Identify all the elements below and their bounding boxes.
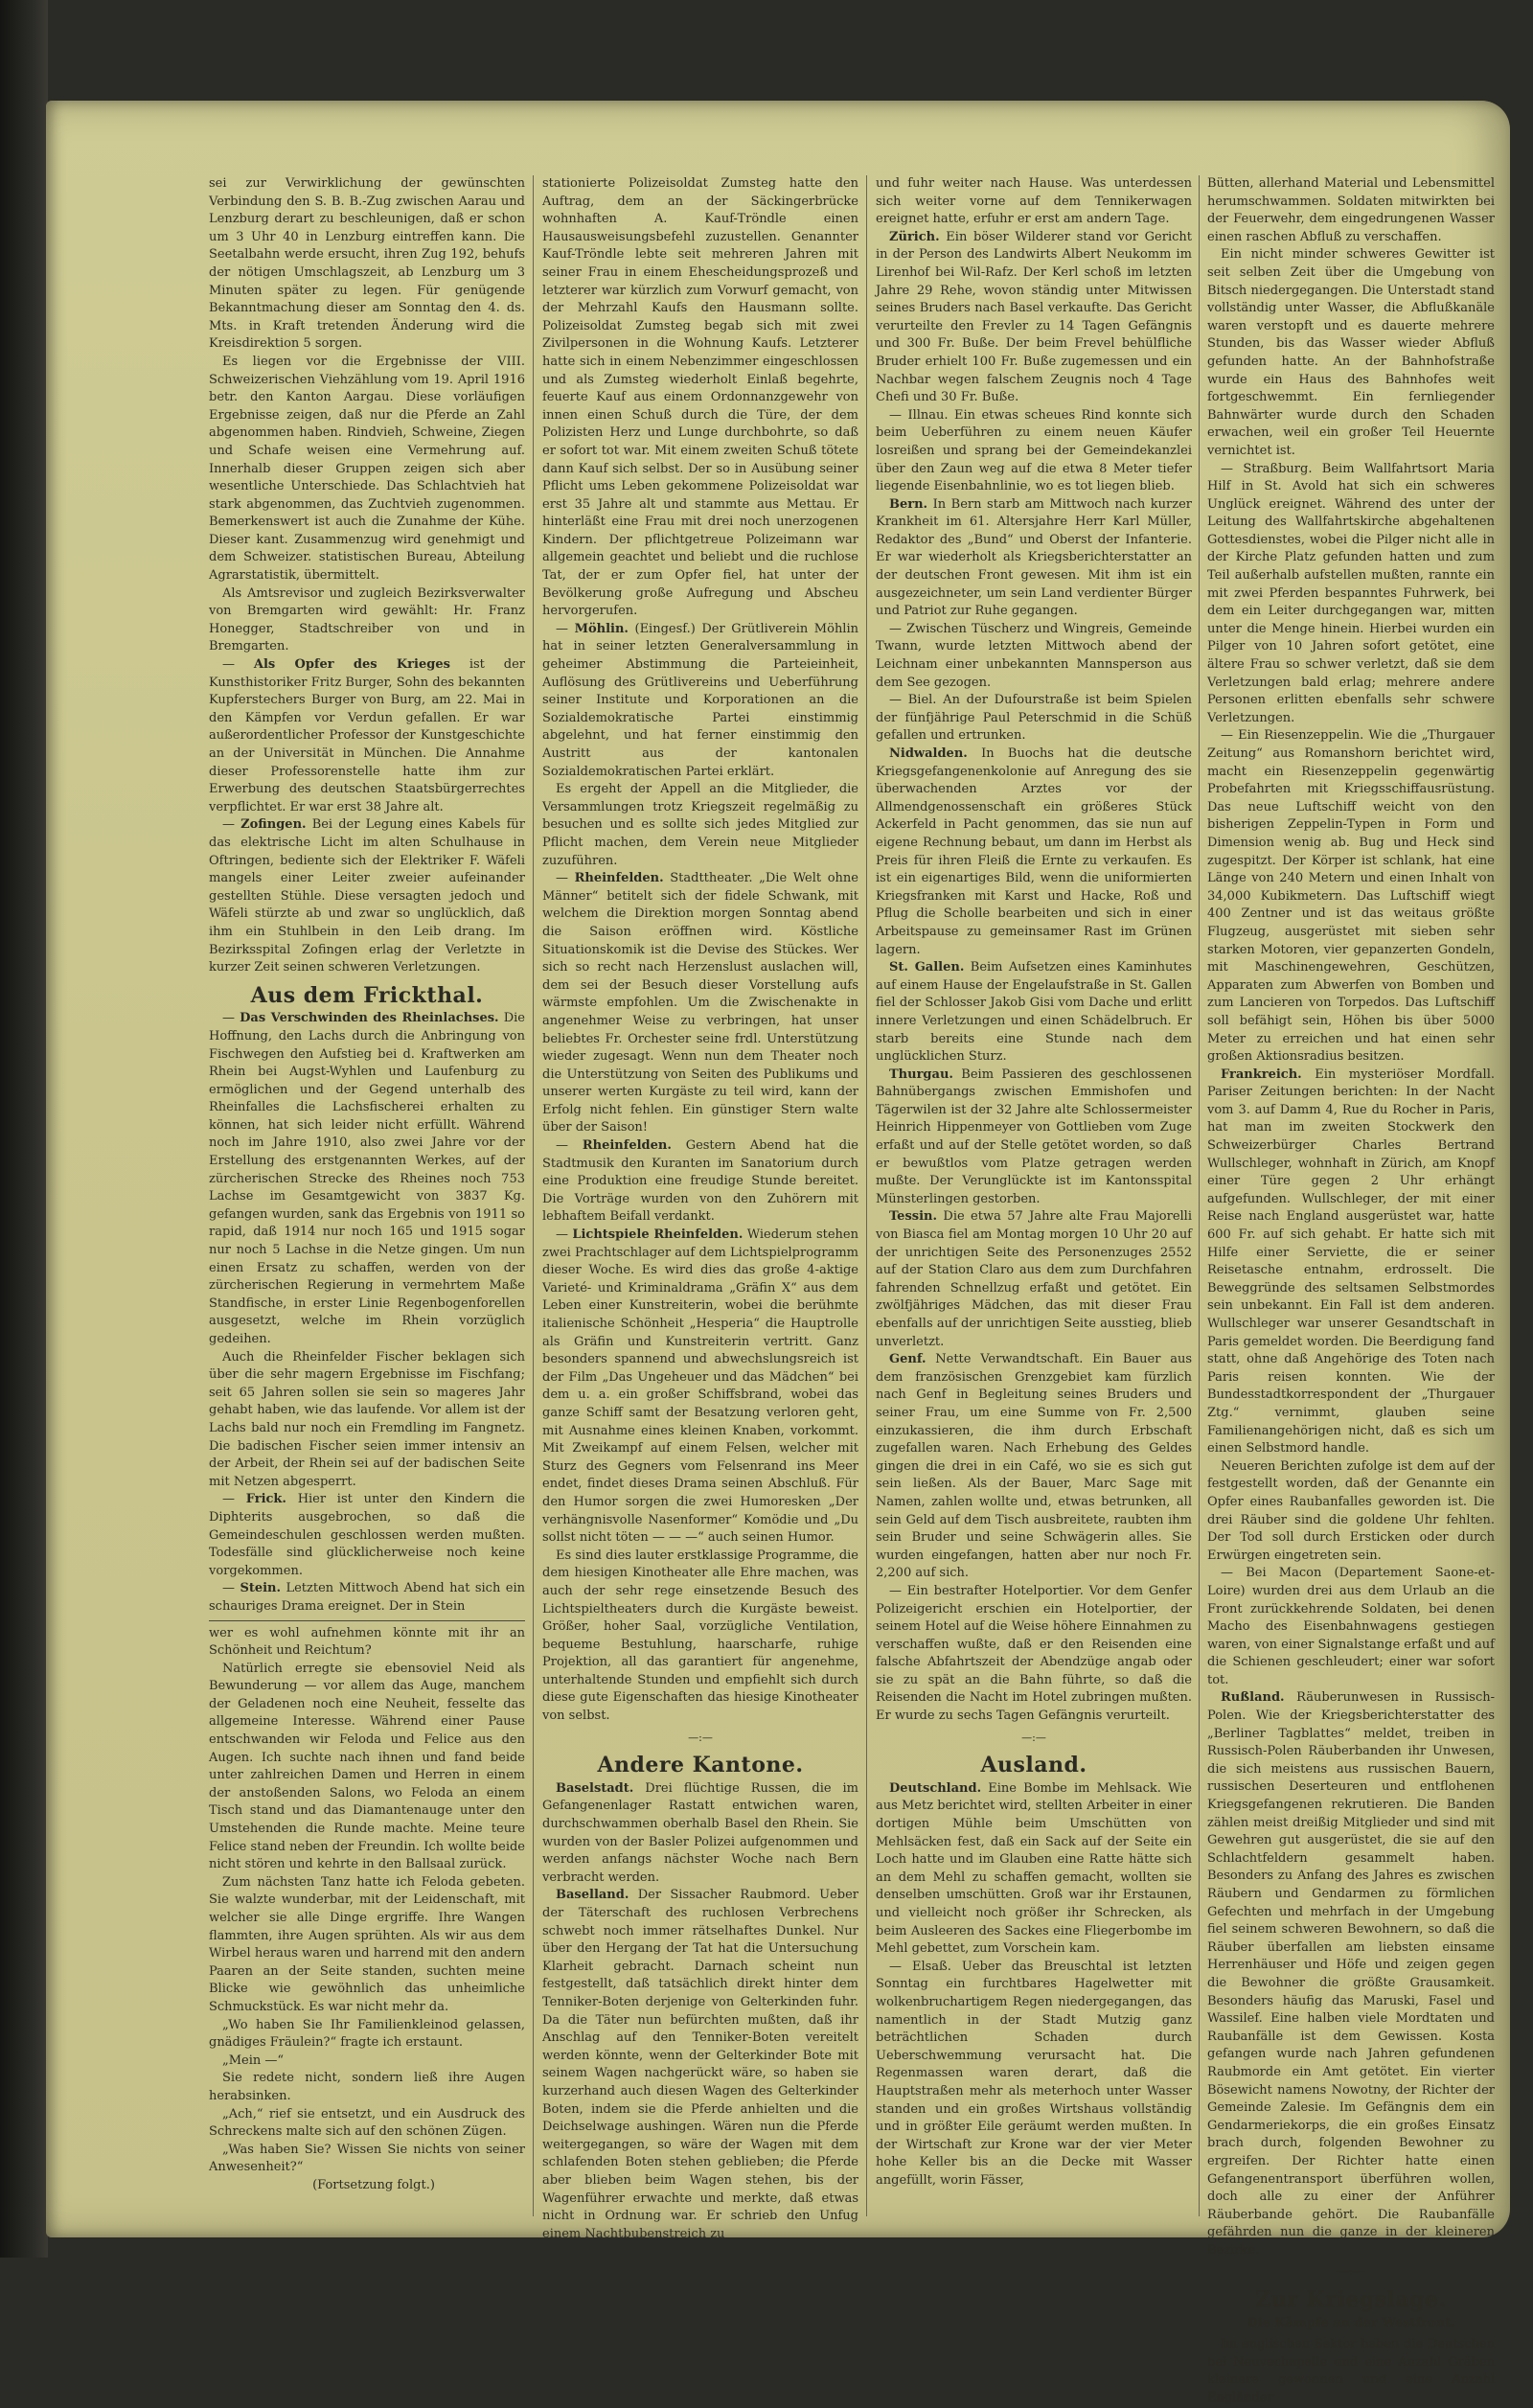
column-1 bbox=[209, 175, 525, 2226]
article-text: Beim Passieren des geschlossenen Bahnübergangs zwischen Emmishofen und Tägerwilen ist der 32 Jahre alte Schlossermeister Heinrich Hippenmeyer von Gottlieben vom Zuge erfaßt und auf der Stelle getötet worden, so daß er bewußtlos vom Platze getragen werden mußte. Der Verunglückte ist im Kantonsspital Münsterlingen gestorben. bbox=[876, 1066, 1192, 1206]
article-keyword: Baselland. bbox=[556, 1888, 629, 1903]
article-text: (Eingesf.) Der Grütliverein Möhlin hat in seiner letzten Generalversammlung in geheimer Abstimmung die Parteieinheit, Auflösung des Grütlivereins und Ueberführung seiner Institute und Korporationen an die Sozialdemokratische Partei einstimmig abgelehnt, und hat ferner einstimmig den Austritt aus der kantonalen Sozialdemokratischen Partei erklärt. bbox=[542, 621, 858, 779]
article-keyword: Nidwalden. bbox=[889, 746, 968, 761]
article-text: Wiederum stehen zwei Prachtschlager auf dem Lichtspielprogramm dieser Woche. Es wird dies das große 4-aktige Varieté- und Kriminaldrama „Gräfin X“ aus dem Leben einer Kunstreiterin, wobei die berühmte italienische Schönheit „Hesperia“ die Hauptrolle als Gräfin und Kunstreiterin vertritt. Ganz besonders spannend und abwechslungsreich ist der Film „Das Ungeheuer und das Mädchen“ bei dem u. a. ein großer Schiffsbrand, wobei das ganze Schiff samt der Besatzung verloren geht, mit Ausnahme eines kleinen Knaben, vorkommt. Mit Zweikampf auf einem Felsen, welcher mit Sturz des Gegners vom Felsenrand ins Meer endet, findet dieses Drama seinen Abschluß. Für den Humor sorgen die zwei Humoresken „Der verhängnisvolle Nasenformer“ Komödie und „Du sollst nicht töten — — —“ auch seinen Humor. bbox=[542, 1227, 858, 1546]
column-4 bbox=[1207, 175, 1495, 2406]
article-paragraph bbox=[542, 1887, 858, 2243]
article-keyword: Frick. bbox=[245, 1492, 286, 1507]
article-text: Bei der Legung eines Kabels für das elektrische Licht im alten Schulhause in Oftringen, bediente sich der Elektriker F. Wäfeli mangels einer Leiter zweier aufeinander gestellten Stühle. Diese versagten jedoch und Wäfeli stürzte ab und zwar so unglücklich, daß ihm ein Stuhlbein in den Leib drang. Im Bezirksspital Zofingen erlag der Verletzte in kurzer Zeit seinen schweren Verletzungen. bbox=[209, 817, 525, 975]
article-paragraph bbox=[876, 1780, 1192, 1959]
article-text: stationierte Polizeisoldat Zumsteg hatte den Auftrag, dem an der Säckingerbrücke wohnhaften A. Kauf-Tröndle einen Hausausweisungsbefehl zuzustellen. Genannter Kauf-Tröndle lebte seit mehreren Jahren mit seiner Frau in einem Ehescheidungsprozeß und letzterer war kürzlich zum Vorwurf gemacht, von der Mehrzahl Kaufs den Hausmann sollte. Polizeisoldat Zumsteg begab sich mit zwei Zivilpersonen in die Wohnung Kaufs. Letzterer hatte sich in einem Nebenzimmer eingeschlossen und als Zumsteg wiederholt Einlaß begehrte, feuerte Kauf aus einem Ordonnanzgewehr von innen einen Schuß durch die Türe, der dem Polizisten Herz und Lunge durchbohrte, so daß er sofort tot war. Mit einem zweiten Schuß tötete dann Kauf sich selbst. Der so in Ausübung seiner Pflicht ums Leben gekommene Polizeisoldat war erst 35 Jahre alt und stammte aus Mettau. Er hinterläßt eine Frau mit drei noch unerzogenen Kindern. Der pflichtgetreue Polizeimann war allgemein geachtet und beliebt und die ruchlose Tat, der er zum Opfer fiel, hat unter der Bevölkerung große Aufregung und Abscheu hervorgerufen. bbox=[542, 176, 858, 619]
feuilleton-text: „Ach,“ rief sie entsetzt, und ein Ausdruck des Schreckens malte sich auf den schönen Zügen. bbox=[209, 2106, 525, 2140]
feuilleton-continued: (Fortsetzung folgt.) bbox=[312, 2177, 435, 2192]
article-text: — Elsaß. Ueber das Breuschtal ist letzten Sonntag ein furchtbares Hagelwetter mit wolkenbruchartigem Regen niedergegangen, das namentlich in der Stadt Mutzig ganz beträchtlichen Schaden durch Ueberschwemmung verursacht hat. Die Regenmassen waren derart, daß die Hauptstraßen mehr als meterhoch unter Wasser standen und ein großes Wirtshaus vollständig und in größter Eile geräumt werden mußten. In der Wirtschaft zur Krone war der vier Meter hohe Keller bis an die Decke mit Wasser angefüllt, worin Fässer, bbox=[876, 1959, 1192, 2188]
article-paragraph bbox=[1207, 1689, 1495, 2259]
article-paragraph: — Frick. Hier ist unter den Kindern die Diphterits ausgebrochen, so daß die Gemeindeschulen geschlossen werden mußten. Todesfälle sind glücklicherweise noch keine vorgekommen. bbox=[209, 1492, 525, 1578]
article-text: Es liegen vor die Ergebnisse der VIII. Schweizerischen Viehzählung vom 19. April 1916 betr. den Kanton Aargau. Diese vorläufigen Ergebnisse zeigen, daß nur die Pferde an Zahl abgenommen haben. Rindvieh, Schweine, Ziegen und Schafe weisen eine Vermehrung auf. Innerhalb dieser Gruppen zeigen sich aber wesentliche Unterschiede. Das Schlachtvieh hat stark abgenommen, das Zuchtvieh zugenommen. Bemerkenswert ist auch die Zunahme der Kühe. Dieser kant. Zusammenzug wird genehmigt und dem Schweizer. statistischen Bureau, Abteilung Agrarstatistik, übermittelt. bbox=[209, 354, 525, 584]
article-keyword: Rußland. bbox=[1221, 1690, 1285, 1706]
article-keyword: Lichtspiele Rheinfelden. bbox=[572, 1227, 744, 1243]
article-text: Stadttheater. „Die Welt ohne Männer“ betitelt sich der fidele Schwank, mit welchem die Direktion morgen Sonntag abend die Saison eröffnen wird. Köstliche Situationskomik ist die Devise des Stückes. Wer sich so recht nach Herzenslust auslachen will, dem sei der Besuch dieser Vorstellung aufs wärmste empfohlen. Um die Zwischenakte in angenehmer Weise zu verbringen, hat unser beliebtes Fr. Orchester seine frdl. Unterstützung wieder zugesagt. Wenn nun dem Theater noch die Unterstützung von Seiten des Publikums und unserer werten Kurgäste zu teil wird, kann der Erfolg nicht fehlen. Ein günstiger Stern walte über der Saison! bbox=[542, 871, 858, 1135]
feuilleton-text: Zum nächsten Tanz hatte ich Feloda gebeten. Sie walzte wunderbar, mit der Leidenschaft, mit welcher sie alle Dinge ergriffe. Ihre Wangen flammten, ihre Augen sprühten. Als wir aus dem Wirbel heraus waren und harrend mit den andern Paaren an der Seite standen, suchten meine Blicke wie gewöhnlich das unheimliche Schmuckstück. Es war nicht mehr da. bbox=[209, 1874, 525, 2014]
newspaper-page bbox=[46, 101, 1510, 2406]
book-binding bbox=[0, 0, 48, 2258]
article-text: Ein böser Wilderer stand vor Gericht in der Person des Landwirts Albert Neukomm im Lirenhof bei Wil-Rafz. Der Kerl schoß im letzten Jahre 29 Rehe, wovon ständig unter Mitwissen seines Bruders nach Basel verkaufte. Das Gericht verurteilte den Frevler zu 14 Tagen Gefängnis und 300 Fr. Buße. Der beim Frevel behülfliche Bruder erhielt 100 Fr. Buße zugemessen und ein Nachbar wegen falschem Zeugnis noch 4 Tage Chefi und 30 Fr. Buße. bbox=[876, 229, 1192, 405]
article-text: Räuberunwesen in Russisch-Polen. Wie der Kriegsberichterstatter des „Berliner Tagblattes“ meldet, treiben in Russisch-Polen Räuberbanden ihr Unwesen, die sich meistens aus russischen Bauern, russischen Deserteuren und entflohenen Kriegsgefangenen rekrutieren. Die Banden zählen meist dreißig Mitglieder und sind mit Gewehren gut ausgerüstet, die sie auf den Schlachtfeldern gesammelt haben. Besonders zu Anfang des Jahres es zwischen Räubern und Gendarmen zu förmlichen Gefechten und mehrfach in der Umgebung fiel seinem schweren Bewohnern, so daß die Räuber überfallen am liebsten einsame Herrenhäuser und Höfe und zeigen gegen die Bewohner die größte Grausamkeit. Besonders häufig das Maruski, Fasel und Wassilef. Eine halben viele Mordtaten und Raubanfälle ist dem Gewissen. Kosta gefangen wurde nach Jahren gefundenen Raubmorde ein Amt getötet. Ein vierter Bösewicht namens Nowotny, der Richter der Gemeinde Zalesie. Im Gefängnis dem ein Gendarmeriekorps, die ein großes Einsatz brach durch, folgenden Bewohner zu ergreifen. Der Richter hatte einen Gefangenentransport überführen wollen, doch alle zu einer der Anführer Räuberbande gehört. Die Raubanfälle gefährden nun die ganze in der kleineren Bezirke. bbox=[1207, 1690, 1495, 2258]
article-text: Es sind dies lauter erstklassige Programme, die dem hiesigen Kinotheater alle Ehre machen, was auch der sehr rege einsetzende Besuch des Lichtspieltheaters durch die Kurgäste beweist. Größer, hoher Saal, vorzügliche Ventilation, bequeme Bestuhlung, haarscharfe, ruhige Projektion, all das garantiert für angenehme, unterhaltende Stunden und empfiehlt sich durch diese gute Eigenschaften das hiesige Kinotheater von selbst. bbox=[542, 1548, 858, 1724]
section-heading: Ausland. bbox=[980, 1753, 1087, 1778]
feuilleton-text: „Wo haben Sie Ihr Familienkleinod gelassen, gnädiges Fräulein?“ fragte ich erstaunt. bbox=[209, 2017, 525, 2051]
article-keyword: Möhlin. bbox=[574, 621, 629, 636]
article-text: Nette Verwandtschaft. Ein Bauer aus dem französischen Grenzgebiet kam fürzlich nach Genf in Begleitung seines Bruders und seiner Frau, um eine Summe von Fr. 2,500 einzukassieren, die ihm durch Erbschaft zugefallen waren. Nach Erhebung des Geldes gingen die drei in ein Café, wo sie es sich gut sein ließen. Als der Bauer, Marc Sage mit Namen, zahlen wollte und, etwas betrunken, all sein Geld auf dem Tisch ausbreitete, raubten ihm sein Bruder und seine Schwägerin alles. Sie wurden eingefangen, hatten aber nur noch Fr. 2,200 auf sich. bbox=[876, 1352, 1193, 1581]
feuilleton-text: „Mein —“ bbox=[222, 2053, 285, 2068]
article-paragraph: — Möhlin. (Eingesf.) Der Grütliverein Möhlin hat in seiner letzten Generalversammlung in geheimer Abstimmung die Parteieinheit, Auflösung des Grütlivereins und Ueberführung seiner Institute und Korporationen an die Sozialdemokratische Partei einstimmig abgelehnt, und hat ferner einstimmig den Austritt aus der kantonalen Sozialdemokratischen Partei erklärt. bbox=[542, 621, 858, 779]
article-text: — Illnau. Ein etwas scheues Rind konnte sich beim Ueberführen zu einem neuen Käufer losreißen und sprang bei der Gemeindekanzlei über den Zaun weg auf die etwa 8 Meter tiefer liegende Eisenbahnlinie, wo es tot liegen blieb. bbox=[876, 407, 1192, 494]
separator: —:— bbox=[1339, 2265, 1363, 2279]
article-paragraph bbox=[876, 1208, 1192, 1351]
article-paragraph bbox=[1207, 1066, 1495, 1458]
article-keyword: Rheinfelden. bbox=[582, 1138, 672, 1154]
article-text: Neueren Berichten zufolge ist dem auf der festgestellt worden, daß der Genannte ein Opfer eines Raubanfalles geworden ist. Die drei Räuber sind die goldene Uhr fehlten. Der Tod soll durch Ersticken oder durch Erwürgen eingetreten sein. bbox=[1207, 1458, 1495, 1563]
column-3 bbox=[876, 175, 1192, 2226]
article-keyword: Genf. bbox=[889, 1352, 927, 1367]
feuilleton-text: wer es wohl aufnehmen könnte mit ihr an Schönheit und Reichtum? bbox=[209, 1625, 525, 1659]
section-heading: Andere Kantone. bbox=[597, 1753, 804, 1778]
article-text: Drei flüchtige Russen, die im Gefangenenlager Rastatt entwichen waren, durchschwammen oberhalb Basel den Rhein. Sie wurden von der Basler Polizei aufgenommen und werden anfangs nächster Woche nach Bern verbracht werden. bbox=[542, 1780, 858, 1885]
article-paragraph bbox=[876, 959, 1192, 1066]
section-subheading: Die Kämpfe an der Westfront. bbox=[1247, 2315, 1455, 2330]
article-text: — Straßburg. Beim Wallfahrtsort Maria Hilf in St. Avold hat sich ein schweres Unglück ereignet. Während des unter der Leitung des Wallfahrtskirche abgehaltenen Gottesdienstes, wobei die Pilger nicht alle in der Kirche Platz gefunden hatten und zum Teil außerhalb aufstellen mußten, rannte ein mit zwei Pferden bespanntes Fuhrwerk, bei dem ein Leiter durchgegangen war, mitten unter die Menge hinein. Hierbei wurden ein Pilger von 10 Jahren sofort getötet, eine ältere Frau so schwer verletzt, daß sie dem Verletzungen bald erlag; mehrere andere Personen erlitten ebenfalls sehr schwere Verletzungen. bbox=[1207, 461, 1495, 725]
article-keyword: St. Gallen. bbox=[889, 960, 965, 975]
article-text: sei zur Verwirklichung der gewünschten Verbindung den S. B. B.-Zug zwischen Aarau und Lenzburg derart zu beschleunigen, daß er schon um 3 Uhr 40 in Lenzburg eintreffen kann. Die Seetalbahn werde ersucht, ihren Zug 192, behufs der nötigen Umschlagszeit, ab Lenzburg um 3 Minuten später zu legen. Für genügende Bekanntmachung dieser am Sonntag den 4. ds. Mts. in Kraft tretenden Änderung wird die Kreisdirektion 5 sorgen. bbox=[209, 176, 525, 352]
article-paragraph bbox=[876, 496, 1192, 621]
article-text: Gestern Abend hat die Stadtmusik den Kuranten im Sanatorium durch eine Produktion eine freudige Stunde bereitet. Die Vorträge wurden von den Zuhörern mit lebhaftem Beifall verdankt. bbox=[542, 1138, 858, 1225]
article-paragraph: — Zofingen. Bei der Legung eines Kabels für das elektrische Licht im alten Schulhause in Oftringen, bediente sich der Elektriker F. Wäfeli mangels einer Leiter zweier aufeinander gestellten Stühle. Diese versagten jedoch und Wäfeli stürzte ab und zwar so unglücklich, daß ihm ein Stuhlbein in den Leib drang. Im Bezirksspital Zofingen erlag der Verletzte in kurzer Zeit seinen schweren Verletzungen. bbox=[209, 817, 525, 975]
section-heading: Aus dem Frickthal. bbox=[250, 982, 484, 1008]
article-keyword: Frankreich. bbox=[1221, 1066, 1302, 1082]
article-text: In Buochs hat die deutsche Kriegsgefangenenkolonie auf Anregung des sie überwachenden Arztes vor der Allmendgenossenschaft ein größeres Stück Ackerfeld in Pacht genommen, das sie nun auf eigene Rechnung bebaut, um dann im Herbst als Preis für ihren Fleiß die Ernte zu verkaufen. Es ist ein eigenartiges Bild, wenn die uniformierten Kriegsfranken mit Karst und Hacke, Roß und Pflug die Scholle bearbeiten und sich in einer Arbeitspause zu gemeinsamer Rast im Grünen lagern. bbox=[876, 746, 1192, 957]
article-text: Eine Bombe im Mehlsack. Wie aus Metz berichtet wird, stellten Arbeiter in einer dortigen Mühle beim Umschütten von Mehlsäcken fest, daß ein Sack auf der Seite ein Loch hatte und im Glauben eine Ratte hätte sich an dem Mehl zu schaffen gemacht, wollten sie denselben umschütten. Groß war ihr Erstaunen, und vielleicht noch größer ihr Schrecken, als beim Ausleeren des Sackes eine Fliegerbombe im Mehl gebettet, zum Vorschein kam. bbox=[876, 1780, 1192, 1957]
article-paragraph: — Das Verschwinden des Rheinlachses. Die Hoffnung, den Lachs durch die Anbringung von Fischwegen den Aufstieg bei d. Kraftwerken am Rhein bei Augst-Wyhlen und Laufenburg zu ermöglichen und der Gegend unterhalb des Rheinfalles die Lachsfischerei erhalten zu können, hat sich leider nicht erfüllt. Während noch im Jahre 1910, also zwei Jahre vor der Erstellung des erstgenannten Werkes, auf der zürcherischen Strecke des Rheines noch 753 Lachse im Gesamtgewicht von 3837 Kg. gefangen wurden, sank das Ergebnis von 1911 so rapid, daß 1914 nur noch 165 und 1915 sogar nur noch 5 Lachse in die Netze gingen. Um nun einen Ersatz zu schaffen, werden von der zürcherischen Regierung in vermehrtem Maße Standfische, in erster Linie Regenbogenforellen ausgesetzt, welche im Rhein vorzüglich gedeihen. bbox=[209, 1011, 525, 1346]
article-paragraph bbox=[876, 1066, 1192, 1209]
article-text: Ein mysteriöser Mordfall. Pariser Zeitungen berichten: In der Nacht vom 3. auf Damm 4, Rue du Rocher in Paris, hat man im zweiten Stockwerk den Schweizerbürger Charles Bertrand Wullschleger, wohnhaft in Zürich, am Knopf einer Türe gegen 2 Uhr erhängt aufgefunden. Wullschleger, der mit einer Reise nach England ausgerüstet war, hatte 600 Fr. auf sich gehabt. Er hatte sich mit Hilfe einer Serviette, die er seiner Reisetasche entnahm, erdrosselt. Die Beweggründe des seltsamen Selbstmordes sein unbekannt. Ein Fall ist dem anderen. Wullschleger war unserer Gesandtschaft in Paris gemeldet worden. Die Beerdigung fand statt, ohne daß Angehörige des Toten nach Paris reisen konnten. Wie der Bundesstadtkorrespondent der „Thurgauer Ztg.“ vernimmt, glauben seine Familienangehörigen nicht, daß es sich um einen Selbstmord handle. bbox=[1207, 1066, 1495, 1456]
article-keyword: Zürich. bbox=[889, 229, 940, 244]
article-text: — Ein Riesenzeppelin. Wie die „Thurgauer Zeitung“ aus Romanshorn berichtet wird, macht ein Riesenzeppelin gegenwärtig Probefahrten mit Kriegsschiffausrüstung. Das neue Luftschiff weicht von den bisherigen Zeppelin-Typen in Form und Dimension wenig ab. Bug und Heck sind zugespitzt. Der Körper ist schlank, hat eine Länge von 240 Metern und einen Inhalt von 34,000 Kubikmetern. Das Luftschiff wiegt 400 Zentner und ist das weitaus größte Flugzeug, ausgerüstet mit sieben sehr starken Motoren, vier gepanzerten Gondeln, mit Maschinengewehren, Geschützen, Apparaten zum Abwerfen von Bomben und zum Lancieren von Torpedos. Das Luftschiff soll befähigt sein, Höhen bis über 5000 Meter zu erreichen und hat einen sehr großen Aktionsradius besitzen. bbox=[1207, 728, 1495, 1065]
article-paragraph bbox=[876, 745, 1192, 959]
article-keyword: Stein. bbox=[240, 1581, 282, 1596]
article-paragraph: — Stein. Letzten Mittwoch Abend hat sich ein schauriges Drama ereignet. Der in Stein bbox=[209, 1581, 525, 1614]
article-text: — Ein bestrafter Hotelportier. Vor dem Genfer Polizeigericht erschien ein Hotelportier, der seinem Hotel auf die Weise höhere Einnahmen zu verschaffen wußte, daß er den Reisenden eine falsche Abfahrtszeit der Abendzüge angab oder sie zu spät an die Bahn führte, so daß die Reisenden die Nacht im Hotel zubringen mußten. Er wurde zu sechs Tagen Gefängnis verurteilt. bbox=[876, 1583, 1192, 1724]
article-keyword: Thurgau. bbox=[889, 1066, 953, 1082]
article-text: Auch die Rheinfelder Fischer beklagen sich über die sehr magern Ergebnisse im Fischfang; seit 65 Jahren sollen sie sein so mageres Jahr gehabt haben, wie das laufende. Vor allem ist der Lachs bald nur noch ein Fremdling im Fangnetz. Die badischen Fischer seien immer intensiv an der Arbeit, der Rhein sei auf der badischen Seite mit Netzen abgesperrt. bbox=[209, 1349, 525, 1489]
article-paragraph: — Rheinfelden. Gestern Abend hat die Stadtmusik den Kuranten im Sanatorium durch eine Produktion eine freudige Stunde bereitet. Die Vorträge wurden von den Zuhörern mit lebhaftem Beifall verdankt. bbox=[542, 1138, 858, 1225]
article-keyword: Bern. bbox=[889, 496, 928, 512]
article-keyword: Tessin. bbox=[889, 1209, 938, 1225]
article-text: — Bei Macon (Departement Saone-et-Loire) wurden drei aus dem Urlaub an die Front zurückkehrende Soldaten, bei denen Macho des Eisenbahnwagens gestiegen waren, von einer Signalstange erfaßt und auf die Schienen geschleudert; einer war sofort tot. bbox=[1207, 1566, 1495, 1687]
feuilleton-text: „Was haben Sie? Wissen Sie nichts von seiner Anwesenheit?“ bbox=[209, 2142, 525, 2175]
article-keyword: Das Verschwinden des Rheinlachses. bbox=[240, 1011, 499, 1026]
article-paragraph bbox=[876, 229, 1192, 407]
article-text: In Bern starb am Mittwoch nach kurzer Krankheit im 61. Altersjahre Herr Karl Müller, Redaktor des „Bund“ und Oberst der Infanterie. Er war wiederholt als Kriegsberichterstatter an der deutschen Front gewesen. Mit ihm ist ein ausgezeichneter, um sein Land verdienter Bürger und Patriot zur Ruhe gegangen. bbox=[876, 496, 1192, 619]
separator: —:— bbox=[688, 1731, 713, 1744]
feuilleton-divider bbox=[209, 1620, 525, 1621]
article-text: und fuhr weiter nach Hause. Was unterdessen sich weiter vorne auf dem Tennikerwagen ereignet hatte, erfuhr er erst am andern Tage. bbox=[876, 176, 1192, 227]
column-rule bbox=[533, 175, 534, 2216]
article-text: Es ergeht der Appell an die Mitglieder, die Versammlungen trotz Kriegszeit regelmäßig zu besuchen und es sollte sich jedes Mitglied zur Pflicht machen, dem Verein neue Mitglieder zuzuführen. bbox=[542, 782, 858, 868]
article-text: — Biel. An der Dufourstraße ist beim Spielen der fünfjährige Paul Peterschmid in die Schüß gefallen und ertrunken. bbox=[876, 693, 1192, 744]
article-paragraph: — Rheinfelden. Stadttheater. „Die Welt ohne Männer“ betitelt sich der fidele Schwank, mit welchem die Direktion morgen Sonntag abend die Saison eröffnen wird. Köstliche Situationskomik ist die Devise des Stückes. Wer sich so recht nach Herzenslust auslachen will, dem sei der Besuch dieser Vorstellung aufs wärmste empfohlen. Um die Zwischenakte in angenehmer Weise zu verbringen, hat unser beliebtes Fr. Orchester seine frdl. Unterstützung wieder zugesagt. Wenn nun dem Theater noch die Unterstützung von Seiten des Publikums und unserer werten Kurgäste zu teil wird, kann der Erfolg nicht fehlen. Ein günstiger Stern walte über der Saison! bbox=[542, 871, 858, 1135]
article-text: Die etwa 57 Jahre alte Frau Majorelli von Biasca fiel am Montag morgen 10 Uhr 20 auf der unrichtigen Seite des Personenzuges 2552 auf der Station Claro aus dem zum Durchfahren fahrenden Schnellzug erfaßt und getötet. Ein zwölfjähriges Mädchen, das mit dieser Frau ebenfalls auf der unrichtigen Seite ausstieg, blieb unverletzt. bbox=[876, 1209, 1192, 1349]
article-keyword: Rheinfelden. bbox=[574, 871, 664, 886]
article-text: Die Hoffnung, den Lachs durch die Anbringung von Fischwegen den Aufstieg bei d. Kraftwerken am Rhein bei Augst-Wyhlen und Laufenburg zu ermöglichen und der Gegend unterhalb des Rheinfalles die Lachsfischerei erhalten zu können, hat sich leider nicht erfüllt. Während noch im Jahre 1910, also zwei Jahre vor der Erstellung des erstgenannten Werkes, auf der zürcherischen Strecke des Rheines noch 753 Lachse im Gesamtgewicht von 3837 Kg. gefangen wurden, sank das Ergebnis von 1911 so rapid, daß 1914 nur noch 165 und 1915 sogar nur noch 5 Lachse in die Netze gingen. Um nun einen Ersatz zu schaffen, werden von der zürcherischen Regierung in vermehrtem Maße Standfische, in erster Linie Regenbogenforellen ausgesetzt, welche im Rhein vorzüglich gedeihen. bbox=[209, 1011, 525, 1346]
column-rule bbox=[866, 175, 867, 2216]
section-heading: Zur Kriegslage. bbox=[1255, 2287, 1447, 2313]
article-text: Bütten, allerhand Material und Lebensmittel herumschwammen. Soldaten mitwirkten bei der Feuerwehr, dem eingedrungenen Wasser einen raschen Abfluß zu verschaffen. bbox=[1207, 176, 1495, 244]
article-text: Als Amtsrevisor und zugleich Bezirksverwalter von Bremgarten wird gewählt: Hr. Franz Honegger, Stadtschreiber von und in Bremgarten. bbox=[209, 585, 525, 654]
article-text: Hier ist unter den Kindern die Diphterits ausgebrochen, so daß die Gemeindeschulen geschlossen werden mußten. Todesfälle sind glücklicherweise noch keine vorgekommen. bbox=[209, 1492, 525, 1578]
feuilleton-text: Sie redete nicht, sondern ließ ihre Augen herabsinken. bbox=[209, 2071, 525, 2103]
article-paragraph bbox=[876, 1351, 1192, 1583]
article-paragraph: — Als Opfer des Krieges ist der Kunsthistoriker Fritz Burger, Sohn des bekannten Kupferstechers Burger von Burg, am 22. Mai in den Kämpfen vor Verdun gefallen. Er war außerordentlicher Professor der Kunstgeschichte an der Universität in München. Die Annahme dieser Professorenstelle hatte ihm zur Erwerbung des deutschen Staatsbürgerrechtes verpflichtet. Er war erst 38 Jahre alt. bbox=[209, 657, 525, 814]
article-keyword: Zofingen. bbox=[240, 817, 307, 833]
article-keyword: Als Opfer des Krieges bbox=[253, 657, 450, 673]
column-rule bbox=[1199, 175, 1200, 2216]
article-text: ist der Kunsthistoriker Fritz Burger, Sohn des bekannten Kupferstechers Burger von Burg, am 22. Mai in den Kämpfen vor Verdun gefallen. Er war außerordentlicher Professor der Kunstgeschichte an der Universität in München. Die Annahme dieser Professorenstelle hatte ihm zur Erwerbung des deutschen Staatsbürgerrechtes verpflichtet. Er war erst 38 Jahre alt. bbox=[209, 657, 525, 814]
article-paragraph: — Lichtspiele Rheinfelden. Wiederum stehen zwei Prachtschlager auf dem Lichtspielprogramm dieser Woche. Es wird dies das große 4-aktige Varieté- und Kriminaldrama „Gräfin X“ aus dem Leben einer Kunstreiterin, wobei die berühmte italienische Schönheit „Hesperia“ die Hauptrolle als Gräfin und Kunstreiterin vertritt. Ganz besonders spannend und abwechslungsreich ist der Film „Das Ungeheuer und das Mädchen“ bei dem u. a. ein großer Schiffsbrand, wobei das ganze Schiff samt der Besatzung verloren geht, mit Ausnahme eines kleinen Knaben, vorkommt. Mit Zweikampf auf einem Felsen, welcher mit Sturz des Gegners vom Felsenrand ins Meer endet, findet dieses Drama seinen Abschluß. Für den Humor sorgen die zwei Humoresken „Der verhängnisvolle Nasenformer“ Komödie und „Du sollst nicht töten — — —“ auch seinen Humor. bbox=[542, 1227, 858, 1546]
article-text: Der Sissacher Raubmord. Ueber der Täterschaft des ruchlosen Verbrechens schwebt noch immer rätselhaftes Dunkel. Nur über den Hergang der Tat hat die Untersuchung Klarheit gebracht. Darnach scheint nun festgestellt, daß tatsächlich direkt hinter dem Tenniker-Boten derjenige von Gelterkinden fuhr. Da die Täter nun befürchten mußten, daß ihr Anschlag auf den Tenniker-Boten vereitelt werden könnte, wenn der Gelterkinder Bote mit seinem Wagen nachgerückt wäre, so haben sie kurzerhand auch diesen Wagen des Gelterkinder Boten, indem sie die Pferde anhielten und die Deichselwage aushingen. Wären nun die Pferde weitergegangen, so wäre der Wagen mit dem schlafenden Boten stehen geblieben; die Pferde aber blieben beim Wagen stehen, bis der Wagenführer erwachte und merkte, daß etwas nicht in Ordnung war. Er schrieb den Unfug einem Nachtbubenstreich zu bbox=[542, 1888, 858, 2241]
separator: —:— bbox=[1021, 1731, 1046, 1744]
article-keyword: Deutschland. bbox=[889, 1780, 982, 1796]
article-keyword: Baselstadt. bbox=[556, 1780, 634, 1796]
article-text: Beim Aufsetzen eines Kaminhutes auf einem Hause der Engelaufstraße in St. Gallen fiel der Schlosser Jakob Gisi vom Dache und erlitt innere Verletzungen und einen Schädelbruch. Er starb bereits eine Stunde nach dem unglücklichen Sturz. bbox=[876, 960, 1192, 1065]
feuilleton-text: Natürlich erregte sie ebensoviel Neid als Bewunderung — vor allem das Auge, manchem der Geladenen noch eine Neuheit, fesselte das allgemeine Interesse. Während einer Pause entschwanden wir Feloda und Felice aus den Augen. Ich suchte nach ihnen und fand beide unter zahlreichen Damen und Herren in einem der anstoßenden Salons, wo Feloda an einem Tisch stand und das Diamantenauge unter den Umstehenden die Runde machte. Meine teure Felice stand neben der Freundin. Ich wollte beide nicht stören und kehrte in den Ballsaal zurück. bbox=[209, 1661, 525, 1872]
article-text: — Zwischen Tüscherz und Wingreis, Gemeinde Twann, wurde letzten Mittwoch abend der Leichnam einer unbekannten Mannsperson aus dem See gezogen. bbox=[876, 621, 1192, 690]
article-paragraph bbox=[542, 1780, 858, 1888]
article-text: Im englischen Sektor haben die Deutschen bei Neuvechapelle und eine Anzahl Gräben kleinere gewonnen und eine Anzahl Engländer bbox=[1207, 2337, 1495, 2406]
article-text: Letzten Mittwoch Abend hat sich ein schauriges Drama ereignet. Der in Stein bbox=[209, 1581, 525, 1614]
article-text: Ein nicht minder schweres Gewitter ist seit selben Zeit über die Umgebung von Bitsch niedergegangen. Die Unterstadt stand vollständig unter Wasser, die Abflußkanäle waren verstopft und es dauerte mehrere Stunden, bis das Wasser wieder Abfluß gefunden hatte. An der Bahnhofstraße wurde ein Haus des Bahnhofes weit fortgeschwemmt. Ein fernliegender Bahnwärter wurde durch den Schaden erwachen, weil ein großer Teil Heuernte vernichtet ist. bbox=[1207, 247, 1495, 458]
column-2 bbox=[542, 175, 858, 2241]
